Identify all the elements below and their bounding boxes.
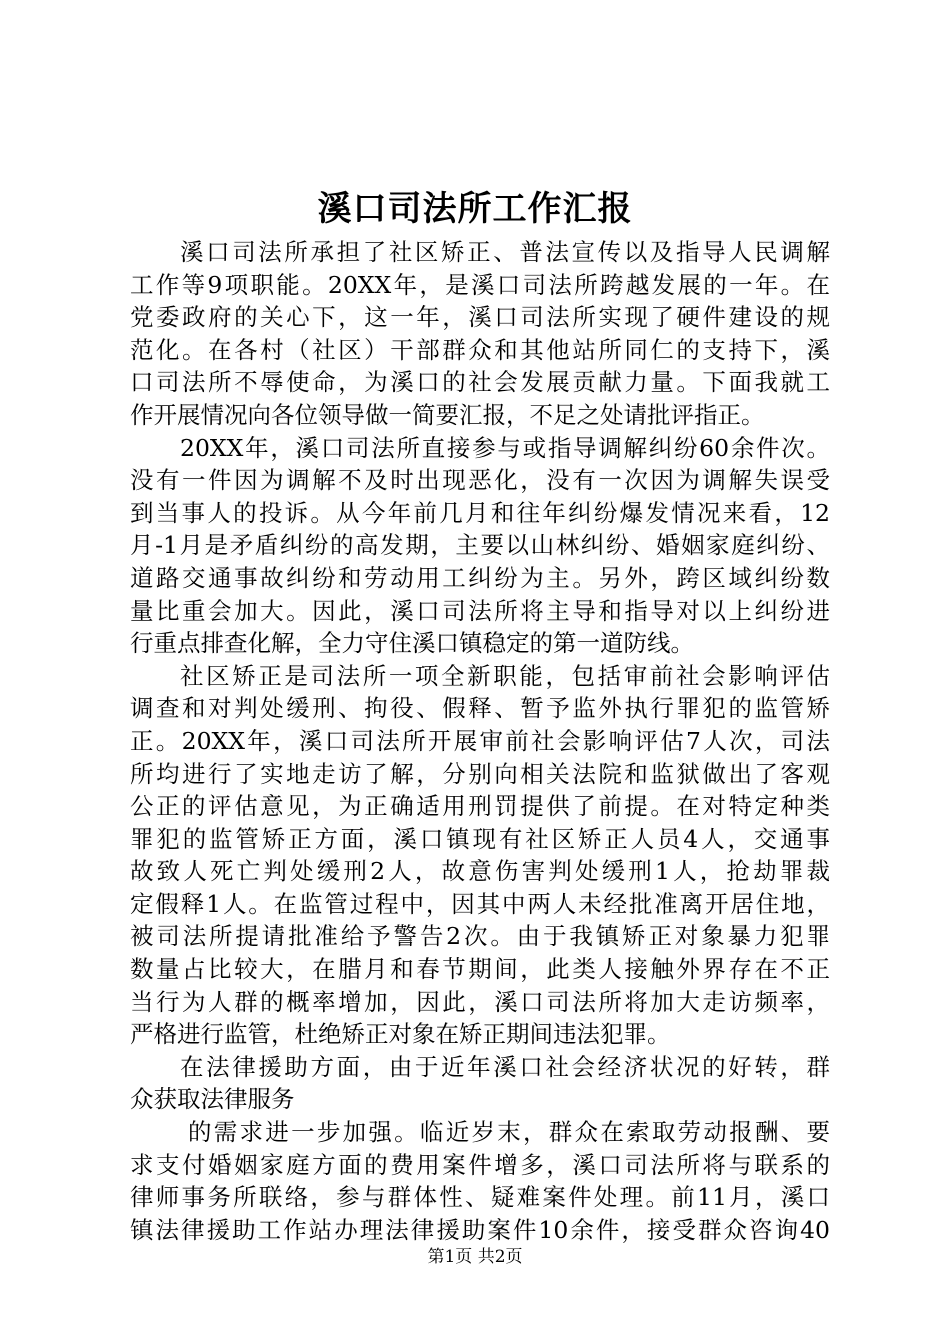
paragraph-line: 律师事务所联络，参与群体性、疑难案件处理。前11月，溪口	[130, 1183, 830, 1212]
paragraph-line: 范化。在各村（社区）干部群众和其他站所同仁的支持下，溪	[130, 335, 830, 364]
paragraph	[130, 432, 830, 660]
paragraph-line: 定假释1人。在监管过程中，因其中两人未经批准离开居住地，	[130, 889, 830, 918]
paragraph-line: 故致人死亡判处缓刑2人，故意伤害判处缓刑1人，抢劫罪裁	[130, 857, 830, 886]
document-title: 溪口司法所工作汇报	[317, 189, 633, 229]
paragraph-line: 公正的评估意见，为正确适用刑罚提供了前提。在对特定种类	[130, 792, 830, 821]
paragraph-line: 所均进行了实地走访了解，分别向相关法院和监狱做出了客观	[130, 759, 830, 788]
paragraph-line: 求支付婚姻家庭方面的费用案件增多，溪口司法所将与联系的	[130, 1150, 830, 1179]
document-body	[130, 236, 830, 1246]
paragraph-line: 在法律援助方面，由于近年溪口社会经济状况的好转，群	[180, 1052, 830, 1081]
paragraph-line: 调查和对判处缓刑、拘役、假释、暂予监外执行罪犯的监管矫	[130, 694, 830, 723]
paragraph-line: 党委政府的关心下，这一年，溪口司法所实现了硬件建设的规	[130, 303, 830, 332]
paragraph-line: 罪犯的监管矫正方面，溪口镇现有社区矫正人员4人，交通事	[130, 824, 830, 853]
paragraph-line: 20XX年，溪口司法所直接参与或指导调解纠纷60余件次。	[180, 433, 830, 462]
paragraph-line: 严格进行监管，杜绝矫正对象在矫正期间违法犯罪。	[130, 1020, 671, 1049]
paragraph-line: 的需求进一步加强。临近岁末，群众在索取劳动报酬、要	[188, 1118, 830, 1147]
paragraph-line: 作开展情况向各位领导做一简要汇报，不足之处请批评指正。	[130, 400, 765, 429]
page-footer: 第1页 共2页	[427, 1247, 523, 1267]
paragraph-line: 工作等9项职能。20XX年，是溪口司法所跨越发展的一年。在	[130, 270, 830, 299]
paragraph-line: 到当事人的投诉。从今年前几月和往年纠纷爆发情况来看，12	[130, 498, 830, 527]
paragraph-line: 量比重会加大。因此，溪口司法所将主导和指导对以上纠纷进	[130, 596, 830, 625]
paragraph-line: 数量占比较大，在腊月和春节期间，此类人接触外界存在不正	[130, 955, 830, 984]
paragraph-line: 众获取法律服务	[130, 1085, 295, 1114]
paragraph-line: 口司法所不辱使命，为溪口的社会发展贡献力量。下面我就工	[130, 368, 830, 397]
paragraph	[130, 1116, 830, 1246]
paragraph	[130, 660, 830, 1051]
paragraph-line: 溪口司法所承担了社区矫正、普法宣传以及指导人民调解	[180, 238, 830, 266]
paragraph-line: 正。20XX年，溪口司法所开展审前社会影响评估7人次，司法	[130, 726, 830, 755]
paragraph-line: 被司法所提请批准给予警告2次。由于我镇矫正对象暴力犯罪	[130, 922, 830, 951]
paragraph-line: 镇法律援助工作站办理法律援助案件10余件，接受群众咨询40	[130, 1215, 830, 1244]
paragraph-line: 没有一件因为调解不及时出现恶化，没有一次因为调解失误受	[130, 466, 830, 495]
paragraph	[130, 1051, 830, 1116]
paragraph	[130, 236, 830, 432]
paragraph-line: 当行为人群的概率增加，因此，溪口司法所将加大走访频率，	[130, 987, 830, 1016]
paragraph-line: 道路交通事故纠纷和劳动用工纠纷为主。另外，跨区域纠纷数	[130, 563, 830, 592]
paragraph-line: 月-1月是矛盾纠纷的高发期，主要以山林纠纷、婚姻家庭纠纷、	[130, 531, 830, 560]
paragraph-line: 行重点排查化解，全力守住溪口镇稳定的第一道防线。	[130, 629, 694, 658]
paragraph-line: 社区矫正是司法所一项全新职能，包括审前社会影响评估	[180, 661, 830, 690]
